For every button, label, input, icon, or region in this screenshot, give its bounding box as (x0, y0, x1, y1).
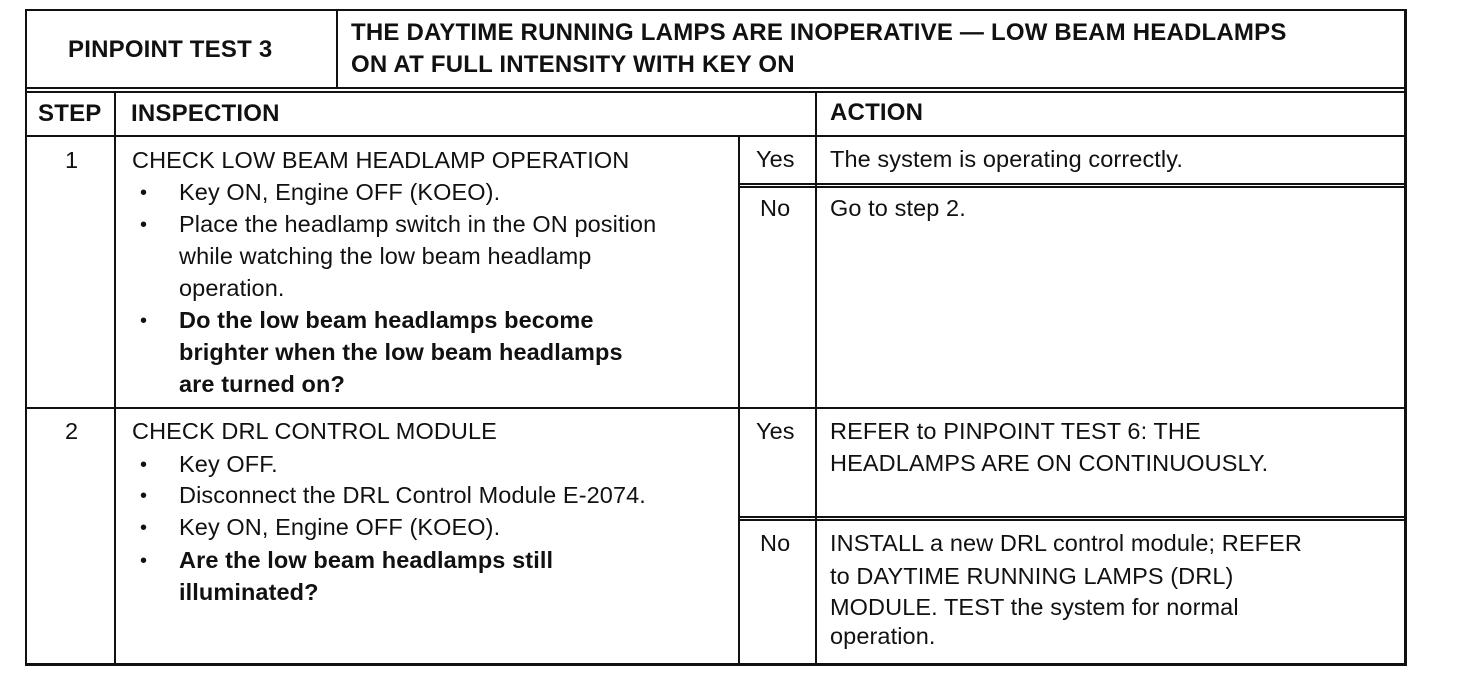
bullet-question: brighter when the low beam headlamps (179, 339, 623, 365)
answer-yes: Yes (756, 146, 795, 172)
border-right (1404, 9, 1407, 666)
bullet-question: Do the low beam headlamps become (179, 307, 594, 333)
bullet-dot: • (140, 214, 148, 236)
border-step2-yesno (739, 516, 1406, 518)
bullet-text: while watching the low beam headlamp (179, 243, 592, 269)
border-top (26, 9, 1407, 11)
title-line-2: ON AT FULL INTENSITY WITH KEY ON (351, 51, 795, 78)
border-step1-yesno (739, 183, 1406, 185)
bullet-dot: • (140, 517, 148, 539)
border-bottom (25, 663, 1407, 666)
bullet-dot: • (140, 182, 148, 204)
border-step2-yesno-2 (739, 519, 1406, 521)
border-colhead-bottom (26, 135, 1406, 137)
action-text: REFER to PINPOINT TEST 6: THE (830, 418, 1201, 444)
border-title-split (336, 9, 338, 89)
bullet-question: illuminated? (179, 579, 319, 605)
pinpoint-test-label: PINPOINT TEST 3 (68, 36, 273, 63)
bullet-dot: • (140, 550, 148, 572)
step-heading: CHECK DRL CONTROL MODULE (132, 418, 497, 444)
bullet-text: Key ON, Engine OFF (KOEO). (179, 514, 501, 540)
bullet-text: Key OFF. (179, 451, 278, 477)
action-text: The system is operating correctly. (830, 146, 1183, 172)
border-action-col (815, 91, 817, 665)
column-header-inspection: INSPECTION (131, 100, 280, 127)
action-text: MODULE. TEST the system for normal (830, 594, 1239, 620)
step-number: 1 (65, 147, 79, 173)
bullet-text: operation. (179, 275, 285, 301)
bullet-dot: • (140, 485, 148, 507)
border-header-bottom (26, 87, 1406, 89)
action-text: HEADLAMPS ARE ON CONTINUOUSLY. (830, 450, 1269, 476)
title-line-1: THE DAYTIME RUNNING LAMPS ARE INOPERATIVE — LOW BEAM HEADLAMPS (351, 19, 1287, 46)
action-text: operation. (830, 623, 936, 649)
border-step-col (114, 91, 116, 665)
bullet-dot: • (140, 310, 148, 332)
answer-yes: Yes (756, 418, 795, 444)
bullet-text: Key ON, Engine OFF (KOEO). (179, 179, 501, 205)
border-step1-yesno-2 (739, 186, 1406, 188)
bullet-question: are turned on? (179, 371, 345, 397)
border-answer-col (738, 137, 740, 665)
action-text: to DAYTIME RUNNING LAMPS (DRL) (830, 563, 1234, 589)
answer-no: No (760, 530, 791, 556)
column-header-step: STEP (38, 100, 102, 127)
bullet-text: Place the headlamp switch in the ON position (179, 211, 657, 237)
action-text: Go to step 2. (830, 195, 966, 221)
border-left (25, 9, 27, 666)
border-header-bottom-2 (26, 91, 1406, 93)
step-number: 2 (65, 418, 79, 444)
column-header-action: ACTION (830, 99, 924, 126)
bullet-question: Are the low beam headlamps still (179, 547, 554, 573)
step-heading: CHECK LOW BEAM HEADLAMP OPERATION (132, 147, 630, 173)
border-row-divider (26, 407, 1406, 409)
action-text: INSTALL a new DRL control module; REFER (830, 530, 1302, 556)
answer-no: No (760, 195, 791, 221)
bullet-dot: • (140, 454, 148, 476)
bullet-text: Disconnect the DRL Control Module E-2074. (179, 482, 646, 508)
